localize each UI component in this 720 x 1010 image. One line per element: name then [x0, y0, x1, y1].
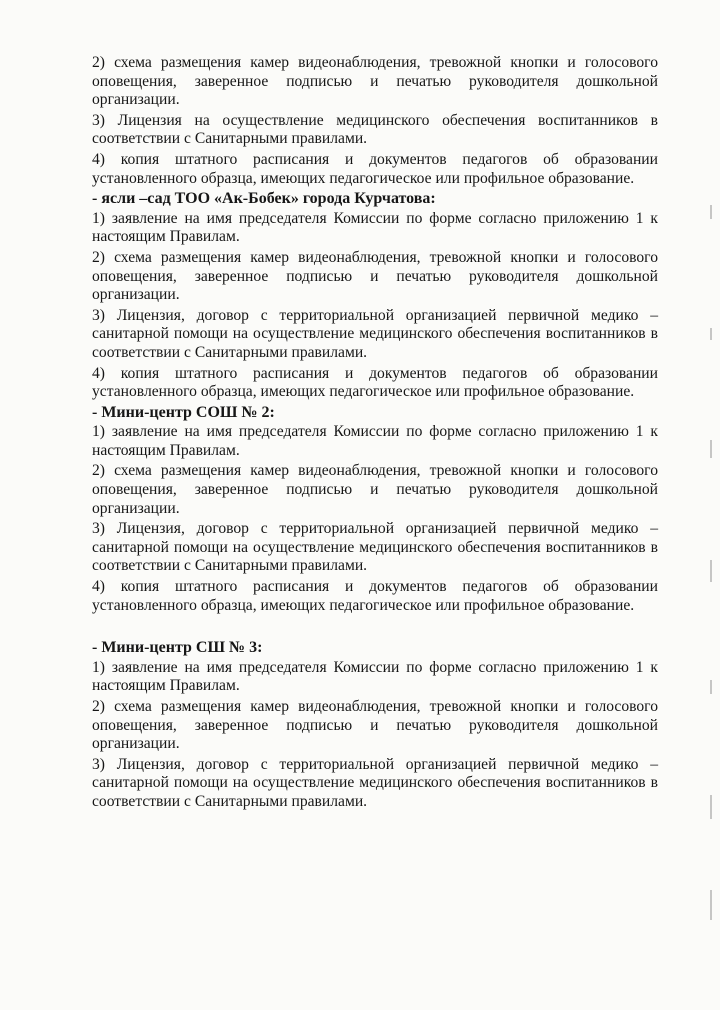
scan-artifact: [710, 328, 712, 340]
section-mini-center-sosh-2: [92, 404, 658, 616]
scan-artifact: [710, 795, 712, 819]
list-item: 3) Лицензия на осуществление медицинского обеспечения воспитанников в соответствии с Санитарными правилами.: [92, 111, 658, 148]
section-ak-bobek: [92, 190, 658, 402]
section-heading: - Мини-центр СШ № 3:: [92, 639, 263, 657]
list-item: 2) схема размещения камер видеонаблюдения, тревожной кнопки и голосового оповещения, заверенное подписью и печатью руководителя дошкольной организации.: [92, 698, 658, 753]
list-item: 1) заявление на имя председателя Комиссии по форме согласно приложению 1 к настоящим Правилам.: [92, 658, 658, 695]
scan-artifact: [710, 680, 712, 694]
section-heading: - ясли –сад ТОО «Ак-Бобек» города Курчатова:: [92, 190, 436, 208]
scan-artifact: [710, 205, 712, 219]
list-item: 3) Лицензия, договор с территориальной организацией первичной медико – санитарной помощи на осуществление медицинского обеспечения воспитанников в соответствии с Санитарными правилами.: [92, 755, 658, 810]
scan-artifact: [710, 890, 712, 920]
list-item: 4) копия штатного расписания и документов педагогов об образовании установленного образца, имеющих педагогическое или профильное образование.: [92, 150, 658, 187]
section-mini-center-sh-3: [92, 639, 658, 811]
scan-artifact: [710, 440, 712, 458]
document-body: [92, 54, 658, 814]
list-item: 4) копия штатного расписания и документов педагогов об образовании установленного образца, имеющих педагогическое или профильное образование.: [92, 364, 658, 401]
scan-artifact: [710, 560, 712, 582]
list-item: 3) Лицензия, договор с территориальной организацией первичной медико – санитарной помощи на осуществление медицинского обеспечения воспитанников в соответствии с Санитарными правилами.: [92, 520, 658, 575]
list-item: 2) схема размещения камер видеонаблюдения, тревожной кнопки и голосового оповещения, заверенное подписью и печатью руководителя дошкольной организации.: [92, 462, 658, 517]
section-continuation: [92, 54, 658, 188]
section-heading: - Мини-центр СОШ № 2:: [92, 403, 275, 421]
list-item: 3) Лицензия, договор с территориальной организацией первичной медико – санитарной помощи на осуществление медицинского обеспечения воспитанников в соответствии с Санитарными правилами.: [92, 306, 658, 361]
section-spacer: [92, 617, 658, 639]
list-item: 4) копия штатного расписания и документов педагогов об образовании установленного образца, имеющих педагогическое или профильное образование.: [92, 578, 658, 614]
list-item: 2) схема размещения камер видеонаблюдения, тревожной кнопки и голосового оповещения, заверенное подписью и печатью руководителя дошкольной организации.: [92, 248, 658, 304]
list-item: 2) схема размещения камер видеонаблюдения, тревожной кнопки и голосового оповещения, заверенное подписью и печатью руководителя дошкольной организации.: [92, 54, 658, 109]
list-item: 1) заявление на имя председателя Комиссии по форме согласно приложению 1 к настоящим Правилам.: [92, 209, 658, 246]
list-item: 1) заявление на имя председателя Комиссии по форме согласно приложению 1 к настоящим Правилам.: [92, 423, 658, 459]
